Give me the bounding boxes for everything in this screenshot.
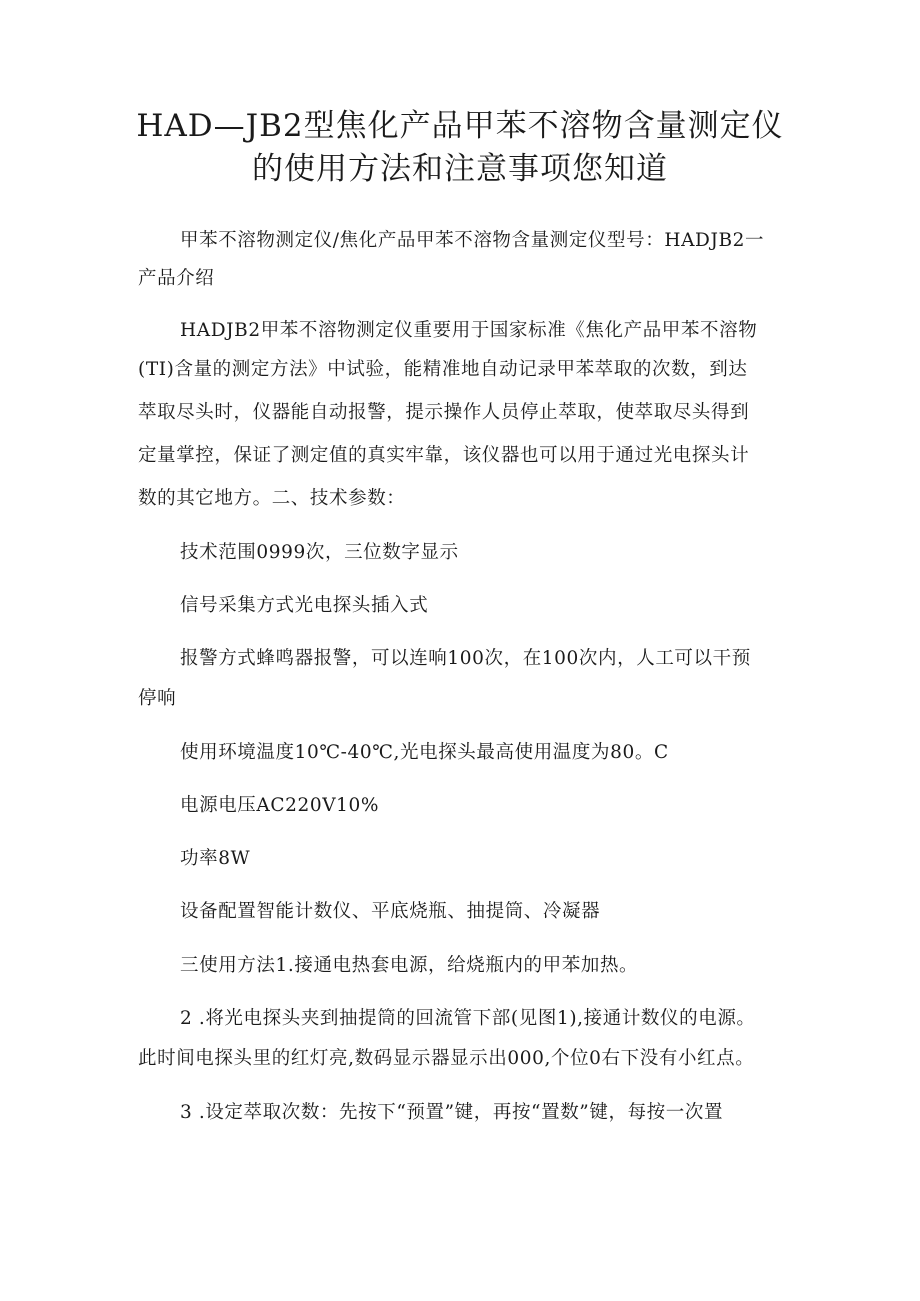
usage-line: 此时间电探头里的红灯亮,数码显示器显示出000,个位0右下没有小红点。 [138, 1048, 755, 1069]
spec-line: 信号采集方式光电探头插入式 [180, 595, 429, 616]
description-line: 萃取尽头时，仪器能自动报警，提示操作人员停止萃取，使萃取尽头得到 [138, 402, 750, 423]
spec-line: 停响 [138, 688, 177, 709]
spec-line: 报警方式蜂鸣器报警，可以连响100次，在100次内，人工可以干预 [180, 648, 751, 669]
usage-line: 3 .设定萃取次数：先按下“预置”键，再按“置数”键，每按一次置 [180, 1102, 724, 1123]
spec-line: 技术范围0999次，三位数字显示 [180, 542, 459, 563]
spec-line: 设备配置智能计数仪、平底烧瓶、抽提筒、冷凝器 [180, 901, 601, 922]
spec-line: 功率8W [180, 848, 251, 869]
usage-line: 2 .将光电探头夹到抽提筒的回流管下部(见图1),接通计数仪的电源。 [180, 1008, 756, 1029]
description-line: 定量掌控，保证了测定值的真实牢靠，该仪器也可以用于通过光电探头计 [138, 445, 750, 466]
description-line: (TI)含量的测定方法》中试验，能精准地自动记录甲苯萃取的次数，到达 [138, 359, 748, 380]
spec-line: 使用环境温度10℃-40℃,光电探头最高使用温度为80。C [180, 742, 669, 763]
document-title-line-2: 的使用方法和注意事项您知道 [252, 151, 668, 187]
intro-line: 甲苯不溶物测定仪/焦化产品甲苯不溶物含量测定仪型号：HADJB2一 [180, 230, 765, 251]
description-line: HADJB2甲苯不溶物测定仪重要用于国家标准《焦化产品甲苯不溶物 [180, 320, 758, 341]
document-title-line-1: HAD—JB2型焦化产品甲苯不溶物含量测定仪 [136, 108, 784, 144]
description-line: 数的其它地方。二、技术参数： [138, 488, 406, 509]
usage-line: 三使用方法1.接通电热套电源，给烧瓶内的甲苯加热。 [180, 955, 639, 976]
spec-line: 电源电压AC220V10% [180, 795, 380, 816]
intro-line: 产品介绍 [138, 268, 215, 289]
